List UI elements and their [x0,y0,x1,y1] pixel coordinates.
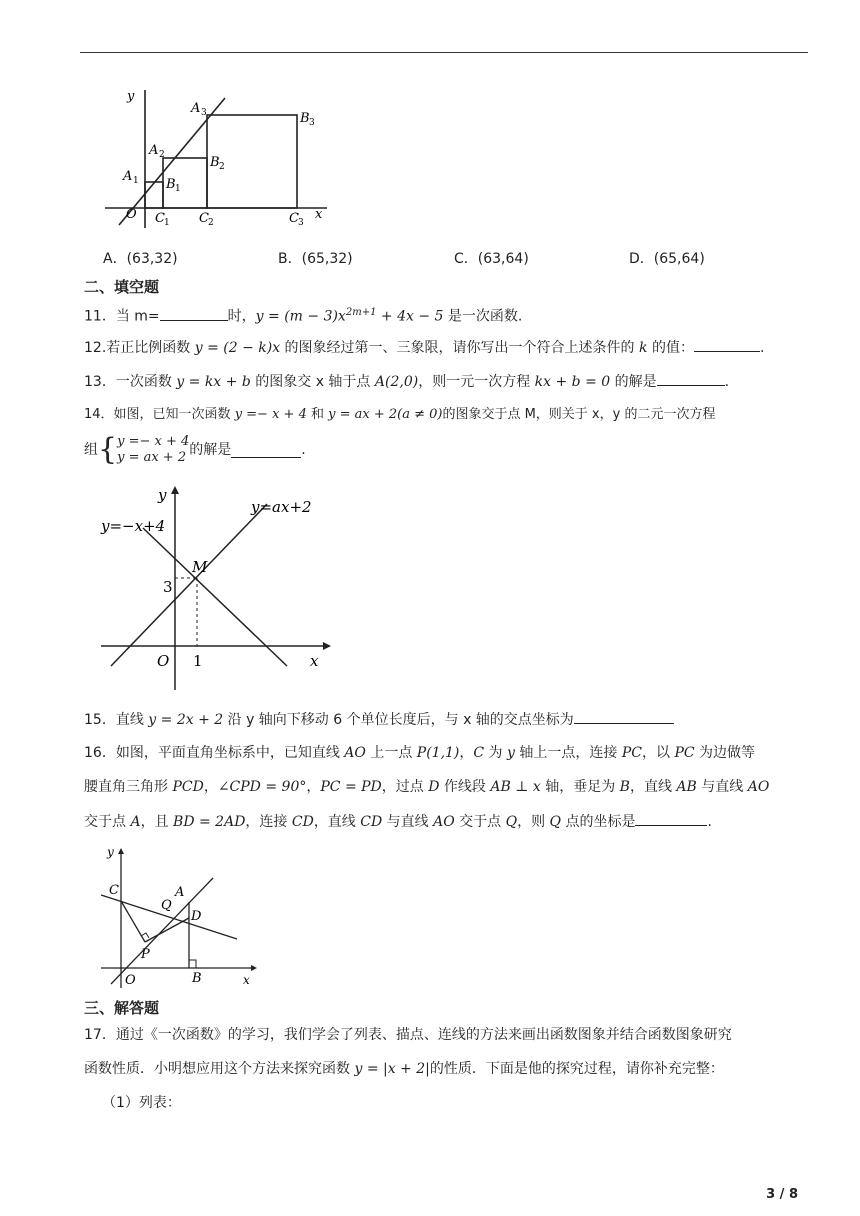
q16-AO: AO [344,745,366,761]
q15-answer-blank[interactable] [574,709,674,724]
label-O: O [125,973,136,988]
label-A1-sub: 1 [133,176,139,186]
axis-y: y [107,845,114,859]
q11-text: 当 m= [115,308,160,325]
question-16-line-1 [84,743,755,763]
label-y: y [127,89,135,104]
header-rule [80,52,808,53]
label-x: x [315,207,323,222]
q16-D: D [428,779,440,795]
staircase-figure [95,82,335,230]
q12-k: k [639,340,648,356]
q16-number: 16． [84,745,116,761]
q12-answer-blank[interactable] [694,337,760,352]
label-D: D [191,909,202,924]
q16-Q-2: Q [549,814,562,830]
q14-system-eq-2: y = ax + 2 [117,450,187,465]
q16-period: . [707,814,712,830]
line-1-label: y=−x+4 [101,517,166,535]
question-14-line-2 [84,434,306,466]
q16-AO-3: AO [433,814,455,830]
question-17-line-2 [84,1059,724,1079]
page-number: 3 / 8 [766,1187,798,1202]
q16-text-9: ， [203,779,218,795]
q14-text: 如图，已知一次函数 [113,407,235,422]
q13-number: 13． [84,374,116,390]
q17-text-2: 的性质．下面是他的探究过程，请你补充完整： [429,1061,724,1077]
q16-text-5: 轴上一点，连接 [514,745,622,761]
question-16-line-2 [84,777,769,797]
axis-x-label: x [310,652,319,670]
label-C2-sub: 2 [208,218,214,228]
label-B3: B [300,111,310,126]
q16-text-21: 交于点 [454,814,506,830]
q11-expression-2: + 4x − 5 [376,308,444,325]
section-fill-in-title: 二、填空题 [84,278,160,296]
q16-text-7: 为边做等 [694,745,756,761]
section-answer-title: 三、解答题 [84,999,160,1017]
q12-text: 若正比例函数 [106,340,195,356]
q16-text-8: 腰直角三角形 [84,779,173,795]
q16-text-14: ，直线 [629,779,677,795]
label-C1: C [155,211,165,226]
label-B: B [192,971,202,986]
label-B2-sub: 2 [219,162,225,172]
q12-period: . [759,340,765,356]
q16-A: A [130,814,141,830]
q10-option-b[interactable]: B．(65,32) [278,251,353,267]
q16-text-17: ，且 [140,814,174,830]
system-brace: { [98,432,118,467]
question-12 [84,337,764,358]
q11-text-2: 时， [227,308,256,325]
q13-text-4: 的解是 [610,374,657,390]
q16-text-20: 与直线 [382,814,434,830]
q16-text-13: 轴，垂足为 [540,779,620,795]
q14-answer-blank[interactable] [231,443,301,458]
q10-option-d[interactable]: D．(65,64) [629,251,705,267]
label-C3: C [289,211,299,226]
q11-number: 11． [84,308,116,325]
q16-bd: BD = 2AD [173,814,246,830]
q12-text-3: 的值： [647,340,694,356]
point-m-label: M [192,558,208,576]
tick-3-label: 3 [163,578,173,596]
label-A2: A [149,143,159,158]
q16-text-4: 为 [484,745,508,761]
label-C: C [109,883,119,898]
label-B1: B [166,177,176,192]
q16-PC-2: PC [674,745,695,761]
q11-expression: y = (m − 3)x [255,308,346,325]
question-11 [84,303,522,327]
tick-1-label: 1 [193,652,203,670]
q16-point-P: P(1,1) [416,745,460,761]
q16-text-15: 与直线 [696,779,748,795]
q12-number: 12. [84,340,107,356]
label-A3-sub: 3 [201,108,207,118]
q16-equal: PC = PD [320,779,382,795]
q14-text-2: 和 [306,407,329,422]
q16-answer-blank[interactable] [635,811,707,826]
q16-text-11: ，过点 [381,779,429,795]
q14-expression-2: y = ax + 2(a ≠ 0) [328,407,443,422]
label-Q: Q [161,898,172,913]
q13-text-2: 的图象交 x 轴于点 [250,374,375,390]
q16-CD: CD [291,814,314,830]
q14-number: 14． [84,407,114,422]
q13-text: 一次函数 [115,374,177,390]
q16-AB-perp: AB ⊥ x [490,779,541,795]
q14-system-eq-1: y =− x + 4 [117,434,190,449]
label-B1-sub: 1 [175,184,181,194]
q14-expression-1: y =− x + 4 [234,407,307,422]
q16-text-6: ，以 [641,745,675,761]
q14-period: . [301,442,306,458]
q16-y: y [507,745,515,761]
q16-CD-2: CD [360,814,383,830]
question-17-line-3: （1）列表： [102,1095,181,1111]
q16-text-12: 作线段 [439,779,491,795]
q16-B: B [619,779,630,795]
q16-angle: ∠CPD = 90° [217,779,307,795]
q13-period: . [724,374,730,390]
q12-expression: y = (2 − k)x [194,340,281,356]
q11-exponent: 2m+1 [345,307,377,318]
question-16-line-3 [84,811,712,832]
q16-text-19: ，直线 [313,814,361,830]
q13-point: A(2,0) [374,374,419,390]
q11-answer-blank[interactable] [160,306,228,321]
q17-text: 函数性质．小明想应用这个方法来探究函数 [84,1061,355,1077]
q10-option-a[interactable]: A．(63,32) [103,251,178,267]
q16-text-2: 上一点 [365,745,417,761]
q15-expression: y = 2x + 2 [148,712,224,728]
q16-text-16: 交于点 [84,814,131,830]
q14-text-3: 的图象交于点 M，则关于 x，y 的二元一次方程 [442,407,716,422]
q10-option-c[interactable]: C．(63,64) [454,251,529,267]
line-2-label: y=ax+2 [251,498,312,516]
label-A: A [175,885,185,900]
q13-text-3: ，则一元一次方程 [418,374,535,390]
origin-label: O [157,652,170,670]
label-A2-sub: 2 [159,150,165,160]
label-C2: C [199,211,209,226]
intersection-figure [95,482,335,694]
label-C3-sub: 3 [298,218,304,228]
q13-answer-blank[interactable] [657,371,725,386]
question-13 [84,371,729,392]
q16-AO-2: AO [747,779,770,795]
q14-text-5: 的解是 [189,442,232,458]
axis-y-label: y [158,486,167,504]
question-15 [84,709,674,730]
label-A1: A [123,169,133,184]
q16-text-10: ， [306,779,321,795]
triangle-figure [95,842,265,992]
label-A3: A [191,101,201,116]
q15-number: 15． [84,712,116,728]
q12-text-2: 的图象经过第一、三象限，请你写出一个符合上述条件的 [280,340,640,356]
label-B3-sub: 3 [309,118,315,128]
q16-text-23: 点的坐标是 [561,814,636,830]
q16-text-22: ，则 [517,814,550,830]
q14-text-4: 组 [84,442,98,458]
q16-AB: AB [676,779,697,795]
q16-Q: Q [505,814,518,830]
label-P: P [141,947,150,962]
label-B2: B [210,155,220,170]
axis-x: x [243,973,250,987]
q13-expression: y = kx + b [176,374,251,390]
q16-text-18: ，连接 [245,814,292,830]
q16-PCD: PCD [172,779,204,795]
question-17-line-1: 17．通过《一次函数》的学习，我们学会了列表、描点、连线的方法来画出函数图象并结合函数图象研究 [84,1027,732,1043]
question-14-line-1 [84,405,715,425]
q15-text-2: 沿 y 轴向下移动 6 个单位长度后，与 x 轴的交点坐标为 [223,712,574,728]
q13-equation: kx + b = 0 [534,374,611,390]
q16-text-3: ， [459,745,474,761]
q16-C: C [473,745,485,761]
label-O: O [126,207,137,222]
q16-text: 如图，平面直角坐标系中，已知直线 [115,745,345,761]
q16-PC: PC [621,745,642,761]
q17-expression: y = |x + 2| [354,1061,430,1077]
q11-text-3: 是一次函数. [443,308,523,325]
label-C1-sub: 1 [164,218,170,228]
q15-text: 直线 [115,712,149,728]
